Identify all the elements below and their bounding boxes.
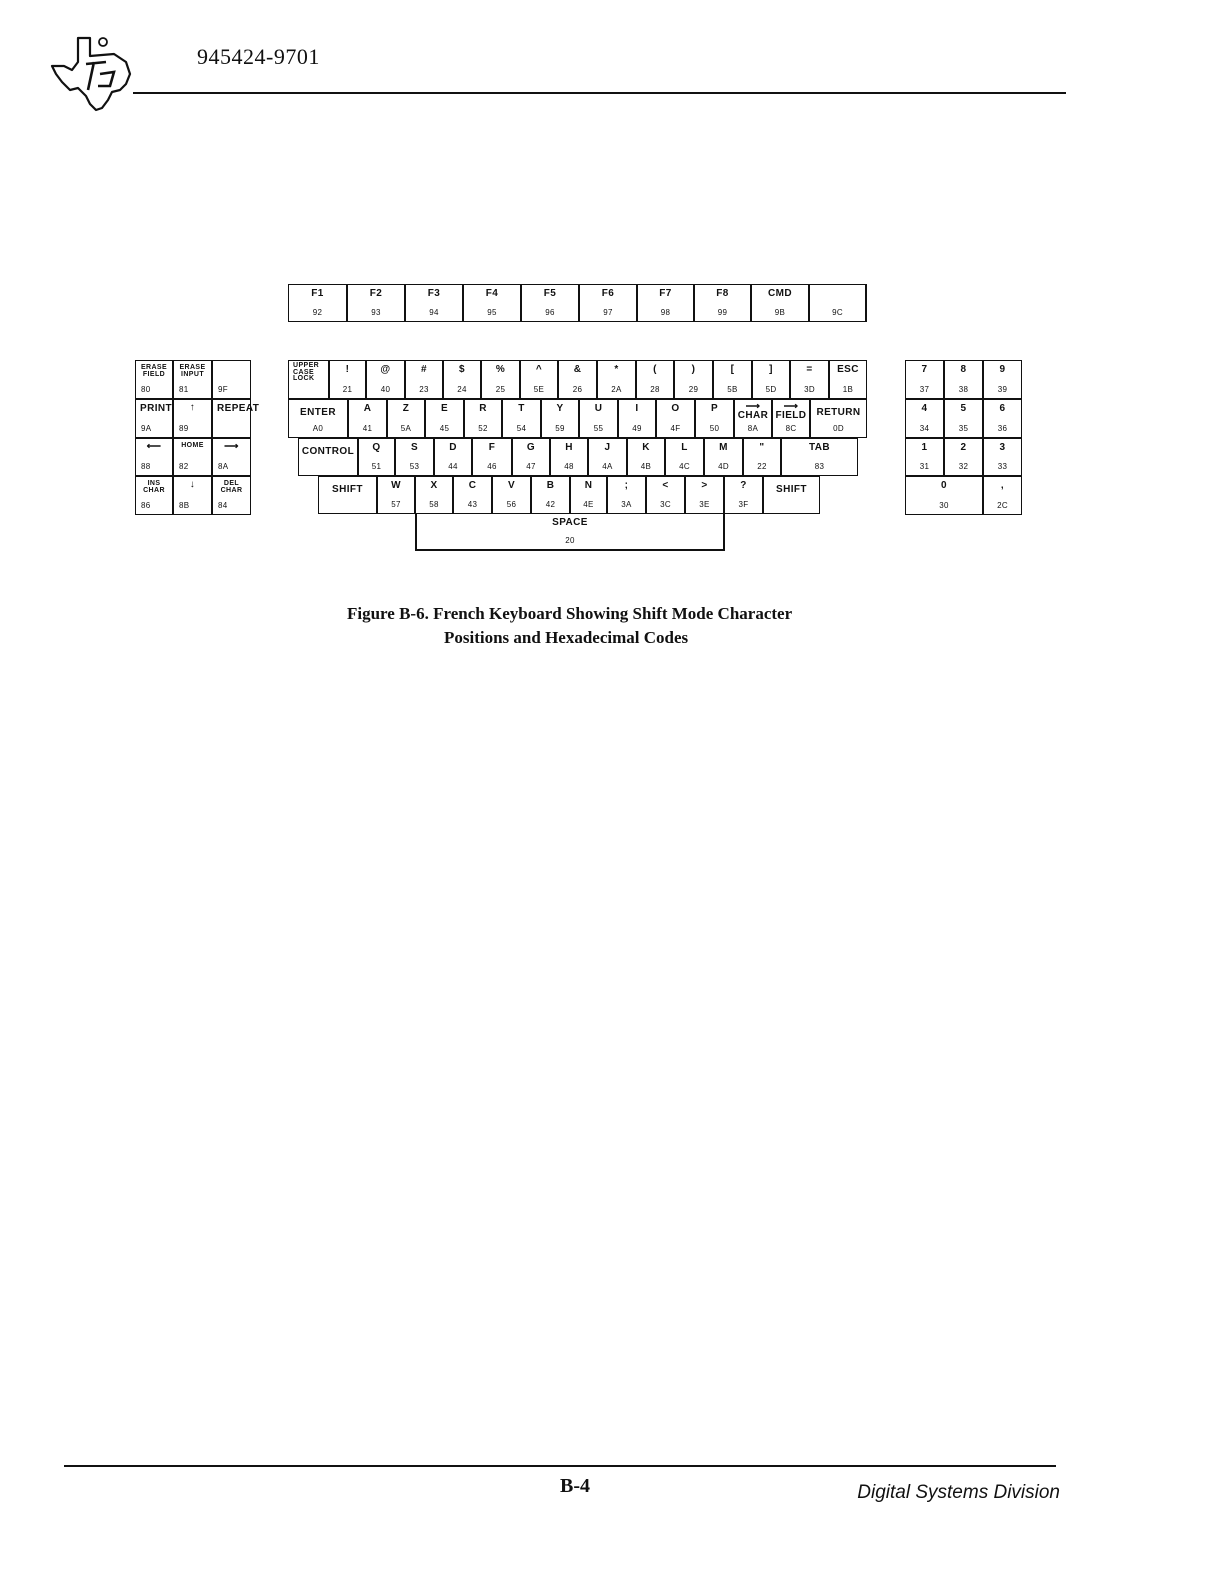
key-hex-code: 37	[919, 385, 930, 394]
key-space-20[interactable]	[415, 514, 725, 551]
key-v-56[interactable]	[492, 476, 531, 514]
key-label: ,	[1000, 480, 1005, 491]
key-hex-code: 50	[709, 424, 720, 433]
key-hex-code: 9F	[218, 385, 228, 394]
key-label: K	[642, 442, 650, 453]
key-label: CONTROL	[301, 446, 355, 457]
key-hex-code: 57	[391, 500, 401, 509]
key-label: F8	[716, 288, 729, 299]
key-shift[interactable]	[763, 476, 820, 514]
key-label: G	[526, 442, 536, 453]
key-label: )	[691, 364, 696, 375]
key-hex-code: 5B	[727, 385, 738, 394]
key-label: J	[604, 442, 611, 453]
key-hex-code: 93	[371, 308, 381, 317]
key-blank-9c[interactable]	[809, 284, 867, 322]
key-f1-92[interactable]	[288, 284, 347, 322]
key-hex-code: 48	[564, 462, 574, 471]
key-8-38[interactable]	[944, 360, 983, 399]
key-a-41[interactable]	[348, 399, 387, 438]
key-b-42[interactable]	[531, 476, 570, 514]
key-sym-8b[interactable]	[173, 476, 212, 515]
key-hex-code: 1B	[842, 385, 854, 394]
key-f7-98[interactable]	[637, 284, 694, 322]
key-label: 3	[999, 442, 1006, 453]
key-h-48[interactable]	[550, 438, 588, 476]
key-label: @	[380, 364, 391, 375]
key-sym-3a[interactable]	[607, 476, 646, 514]
key-hex-code: 3F	[738, 500, 749, 509]
key-hex-code: 80	[141, 385, 151, 394]
key-hex-code: 81	[179, 385, 189, 394]
key-sym-5b[interactable]	[713, 360, 752, 399]
key-hex-code: 43	[467, 500, 478, 509]
key-label: ↑	[189, 402, 196, 413]
key-label: ]	[769, 364, 773, 375]
key-t-54[interactable]	[502, 399, 541, 438]
key-label: F2	[369, 288, 383, 299]
key-label: A	[363, 403, 372, 414]
figure-caption	[300, 602, 980, 650]
key-label: HOME	[181, 442, 204, 449]
key-home-82[interactable]	[173, 438, 212, 476]
key-label: C	[468, 480, 477, 491]
key-hex-code: 25	[495, 385, 506, 394]
key-sym-89[interactable]	[173, 399, 212, 438]
key-control[interactable]	[298, 438, 358, 476]
key-hex-code: 8A	[747, 424, 759, 433]
key-2-32[interactable]	[944, 438, 983, 476]
key-label: PRINT	[140, 403, 172, 414]
key-7-37[interactable]	[905, 360, 944, 399]
key-hex-code: 34	[919, 424, 930, 433]
key-f5-96[interactable]	[521, 284, 579, 322]
key-label: <	[662, 480, 669, 491]
key-label: ?	[740, 480, 747, 491]
key-label: W	[391, 480, 401, 491]
key-hex-code: 89	[179, 424, 189, 433]
key-hex-code: 24	[457, 385, 467, 394]
key-hex-code: 28	[650, 385, 660, 394]
key-hex-code: 88	[141, 462, 151, 471]
key-hex-code: 9B	[774, 308, 786, 317]
key-label: F4	[485, 288, 499, 299]
key-q-51[interactable]	[358, 438, 395, 476]
key-hex-code: 9A	[141, 424, 152, 433]
key-f8-99[interactable]	[694, 284, 751, 322]
texas-instruments-logo-icon	[48, 30, 138, 112]
key-3-33[interactable]	[983, 438, 1022, 476]
key-label: 4	[921, 403, 928, 414]
key-f-46[interactable]	[472, 438, 512, 476]
key-hex-code: 86	[141, 501, 151, 510]
key-sym-2c[interactable]	[983, 476, 1022, 515]
key-hex-code: 52	[478, 424, 488, 433]
key-hex-code: 8C	[785, 424, 797, 433]
key-hex-code: 95	[487, 308, 497, 317]
key-sym-5d[interactable]	[752, 360, 790, 399]
key-label: 2	[960, 442, 967, 453]
key-label: ERASE FIELD	[140, 364, 168, 378]
key-label: R	[479, 403, 487, 414]
key-label: &	[573, 364, 582, 375]
key-label: #	[421, 364, 427, 375]
key-hex-code: 36	[997, 424, 1008, 433]
key-hex-code: 94	[429, 308, 439, 317]
key-x-58[interactable]	[415, 476, 453, 514]
key-label: >	[701, 480, 708, 491]
key-label: INS CHAR	[143, 480, 165, 494]
key-hex-code: 44	[448, 462, 458, 471]
key-9-39[interactable]	[983, 360, 1022, 399]
key-hex-code: 9C	[832, 308, 843, 317]
key-hex-code: 26	[572, 385, 583, 394]
key-p-50[interactable]	[695, 399, 734, 438]
key-label: T	[518, 403, 525, 414]
key-hex-code: 4B	[640, 462, 652, 471]
key-label: F6	[601, 288, 615, 299]
key-hex-code: 4E	[583, 500, 594, 509]
key-hex-code: 56	[506, 500, 517, 509]
key-label: TAB	[808, 442, 830, 453]
key-d-44[interactable]	[434, 438, 472, 476]
key-hex-code: 55	[593, 424, 604, 433]
key-o-4f[interactable]	[656, 399, 695, 438]
key-hex-code: 96	[545, 308, 555, 317]
key-blank-9f[interactable]	[212, 360, 251, 399]
key-label: O	[671, 403, 680, 414]
key-label: ESC	[837, 364, 859, 375]
key-cmd-9b[interactable]	[751, 284, 809, 322]
key-hex-code: 21	[342, 385, 353, 394]
key-sym-3c[interactable]	[646, 476, 685, 514]
key-hex-code: 84	[218, 501, 228, 510]
key-hex-code: 99	[717, 308, 728, 317]
key-label: SHIFT	[776, 484, 807, 495]
key-hex-code: 42	[545, 500, 556, 509]
key-hex-code: 5E	[533, 385, 545, 394]
key-label: I	[635, 403, 639, 414]
key-label: ↓	[189, 479, 196, 490]
key-sym-28[interactable]	[636, 360, 674, 399]
key-sym-3f[interactable]	[724, 476, 763, 514]
key-label: SHIFT	[332, 484, 363, 495]
key-y-59[interactable]	[541, 399, 579, 438]
key-n-4e[interactable]	[570, 476, 607, 514]
key-g-47[interactable]	[512, 438, 550, 476]
key-label: 9	[999, 364, 1006, 375]
key-hex-code: 3A	[621, 500, 632, 509]
key-0-30[interactable]	[905, 476, 983, 515]
key-hex-code: 30	[939, 501, 949, 510]
key-label: Y	[556, 403, 564, 414]
key-label: V	[507, 480, 516, 491]
key-hex-code: 4D	[718, 462, 729, 471]
key-label: U	[594, 403, 603, 414]
key-hex-code: 39	[997, 385, 1008, 394]
key-label: B	[546, 480, 555, 491]
key-sym-8a[interactable]	[212, 438, 251, 476]
key-label: $	[459, 364, 465, 375]
key-ins-char-86[interactable]	[135, 476, 173, 515]
key-label: F1	[311, 288, 324, 299]
key-label: =	[806, 364, 813, 375]
key-hex-code: 22	[757, 462, 767, 471]
key-w-57[interactable]	[377, 476, 415, 514]
key-hex-code: 4A	[602, 462, 613, 471]
key-label: RETURN	[816, 407, 861, 418]
key-hex-code: 38	[958, 385, 969, 394]
key-label: *	[614, 364, 619, 375]
key-esc-1b[interactable]	[829, 360, 867, 399]
key-hex-code: 4F	[670, 424, 681, 433]
key-tab-83[interactable]	[781, 438, 858, 476]
key-r-52[interactable]	[464, 399, 502, 438]
key-l-4c[interactable]	[665, 438, 704, 476]
key-s-53[interactable]	[395, 438, 434, 476]
key-hex-code: 8A	[218, 462, 229, 471]
key-label: F7	[659, 288, 672, 299]
key-sym-21[interactable]	[329, 360, 366, 399]
key-hex-code: 98	[660, 308, 671, 317]
key-hex-code: 97	[603, 308, 613, 317]
key-label: E	[440, 403, 449, 414]
key-label: Z	[402, 403, 410, 414]
key-hex-code: 59	[555, 424, 565, 433]
key-hex-code: 83	[814, 462, 825, 471]
key-hex-code: 46	[487, 462, 497, 471]
key-sym-26[interactable]	[558, 360, 597, 399]
key-hex-code: 49	[632, 424, 642, 433]
key-print-9a[interactable]	[135, 399, 173, 438]
key-z-5a[interactable]	[387, 399, 425, 438]
key-label: D	[449, 442, 457, 453]
key-label: ;	[624, 480, 629, 491]
key-hex-code: 33	[997, 462, 1008, 471]
division-name: Digital Systems Division	[857, 1482, 1060, 1503]
key-sym-40[interactable]	[366, 360, 405, 399]
caption-line-1: Figure B-6. French Keyboard Showing Shift Mode Character	[347, 604, 793, 623]
key-del-char-84[interactable]	[212, 476, 251, 515]
key-hex-code: 47	[526, 462, 536, 471]
key-f6-97[interactable]	[579, 284, 637, 322]
key-4-34[interactable]	[905, 399, 944, 438]
key-hex-code: 29	[688, 385, 699, 394]
key-field-8c[interactable]	[772, 399, 810, 438]
key-5-35[interactable]	[944, 399, 983, 438]
document-number: 945424-9701	[197, 44, 320, 69]
key-m-4d[interactable]	[704, 438, 743, 476]
key-label: %	[495, 364, 506, 375]
key-hex-code: 2A	[611, 385, 622, 394]
caption-line-2: Positions and Hexadecimal Codes	[444, 628, 689, 647]
key-hex-code: 53	[409, 462, 420, 471]
key-f4-95[interactable]	[463, 284, 521, 322]
key-label: 8	[960, 364, 967, 375]
key-label: ⟵	[146, 441, 162, 452]
key-label: F	[488, 442, 496, 453]
key-f2-93[interactable]	[347, 284, 405, 322]
key-label: [	[730, 364, 735, 375]
key-hex-code: 5D	[765, 385, 777, 394]
key-shift[interactable]	[318, 476, 377, 514]
key-hex-code: 8B	[179, 501, 190, 510]
key-e-45[interactable]	[425, 399, 464, 438]
key-hex-code: 92	[312, 308, 323, 317]
key-label: H	[565, 442, 573, 453]
key-1-31[interactable]	[905, 438, 944, 476]
key-char-8a[interactable]	[734, 399, 772, 438]
key-u-55[interactable]	[579, 399, 618, 438]
key-enter-a0[interactable]	[288, 399, 348, 438]
key-hex-code: 58	[429, 500, 439, 509]
key-i-49[interactable]	[618, 399, 656, 438]
key-hex-code: 32	[958, 462, 969, 471]
key-label: L	[681, 442, 688, 453]
key-repeat[interactable]	[212, 399, 260, 438]
key-label: !	[345, 364, 350, 375]
key-label: SPACE	[552, 517, 588, 528]
key-label: 6	[999, 403, 1006, 414]
key-sym-3e[interactable]	[685, 476, 724, 514]
key-f3-94[interactable]	[405, 284, 463, 322]
key-j-4a[interactable]	[588, 438, 627, 476]
key-hex-code: 82	[179, 462, 189, 471]
key-label: 5	[960, 403, 967, 414]
key-label: ERASE INPUT	[179, 364, 206, 378]
key-label: F5	[543, 288, 557, 299]
key-hex-code: 0D	[833, 424, 844, 433]
key-label: (	[653, 364, 657, 375]
key-hex-code: 3E	[699, 500, 710, 509]
key-hex-code: 31	[919, 462, 930, 471]
key-label: CMD	[768, 288, 792, 299]
page-number: B-4	[560, 1475, 590, 1497]
key-hex-code: A0	[312, 424, 324, 433]
key-sym-25[interactable]	[481, 360, 520, 399]
key-label: ENTER	[300, 407, 336, 418]
key-label: M	[719, 442, 728, 453]
key-return-0d[interactable]	[810, 399, 867, 438]
key-hex-code: 54	[516, 424, 527, 433]
key-c-43[interactable]	[453, 476, 492, 514]
key-erase-input-81[interactable]	[173, 360, 212, 399]
key-sym-24[interactable]	[443, 360, 481, 399]
key-sym-3d[interactable]	[790, 360, 829, 399]
key-hex-code: 3D	[804, 385, 815, 394]
key-label: DEL CHAR	[220, 480, 243, 494]
key-label: ⟶ CHAR	[737, 401, 769, 421]
key-label: N	[584, 480, 593, 491]
key-hex-code: 41	[362, 424, 373, 433]
key-hex-code: 35	[958, 424, 969, 433]
key-sym-29[interactable]	[674, 360, 713, 399]
key-hex-code: 23	[419, 385, 429, 394]
key-sym-88[interactable]	[135, 438, 173, 476]
key-hex-code: 40	[380, 385, 391, 394]
key-label: ^	[535, 364, 543, 375]
key-k-4b[interactable]	[627, 438, 665, 476]
key-label: ⟶ FIELD	[775, 401, 807, 421]
key-label: P	[710, 403, 719, 414]
key-hex-code: 45	[439, 424, 450, 433]
key-label: F3	[427, 288, 441, 299]
key-sym-5e[interactable]	[520, 360, 558, 399]
key-upper-case-lock[interactable]	[288, 360, 329, 399]
key-erase-field-80[interactable]	[135, 360, 173, 399]
key-sym-22[interactable]	[743, 438, 781, 476]
key-label: REPEAT	[217, 403, 260, 414]
header-rule	[133, 92, 1066, 94]
key-6-36[interactable]	[983, 399, 1022, 438]
key-sym-23[interactable]	[405, 360, 443, 399]
footer-rule	[64, 1465, 1056, 1467]
key-label: 0	[941, 480, 947, 491]
key-label: X	[430, 480, 438, 491]
key-hex-code: 2C	[997, 501, 1008, 510]
key-hex-code: 20	[565, 536, 575, 545]
key-sym-2a[interactable]	[597, 360, 636, 399]
key-label: Q	[372, 442, 381, 453]
key-label: "	[759, 442, 765, 453]
key-label: 7	[921, 364, 928, 375]
key-hex-code: 51	[371, 462, 382, 471]
key-label: UPPER CASE LOCK	[293, 362, 320, 382]
key-hex-code: 3C	[660, 500, 671, 509]
key-label: 1	[921, 442, 928, 453]
key-hex-code: 4C	[679, 462, 690, 471]
key-label: ⟶	[224, 441, 239, 452]
key-hex-code: 5A	[400, 424, 412, 433]
key-label: S	[410, 442, 419, 453]
